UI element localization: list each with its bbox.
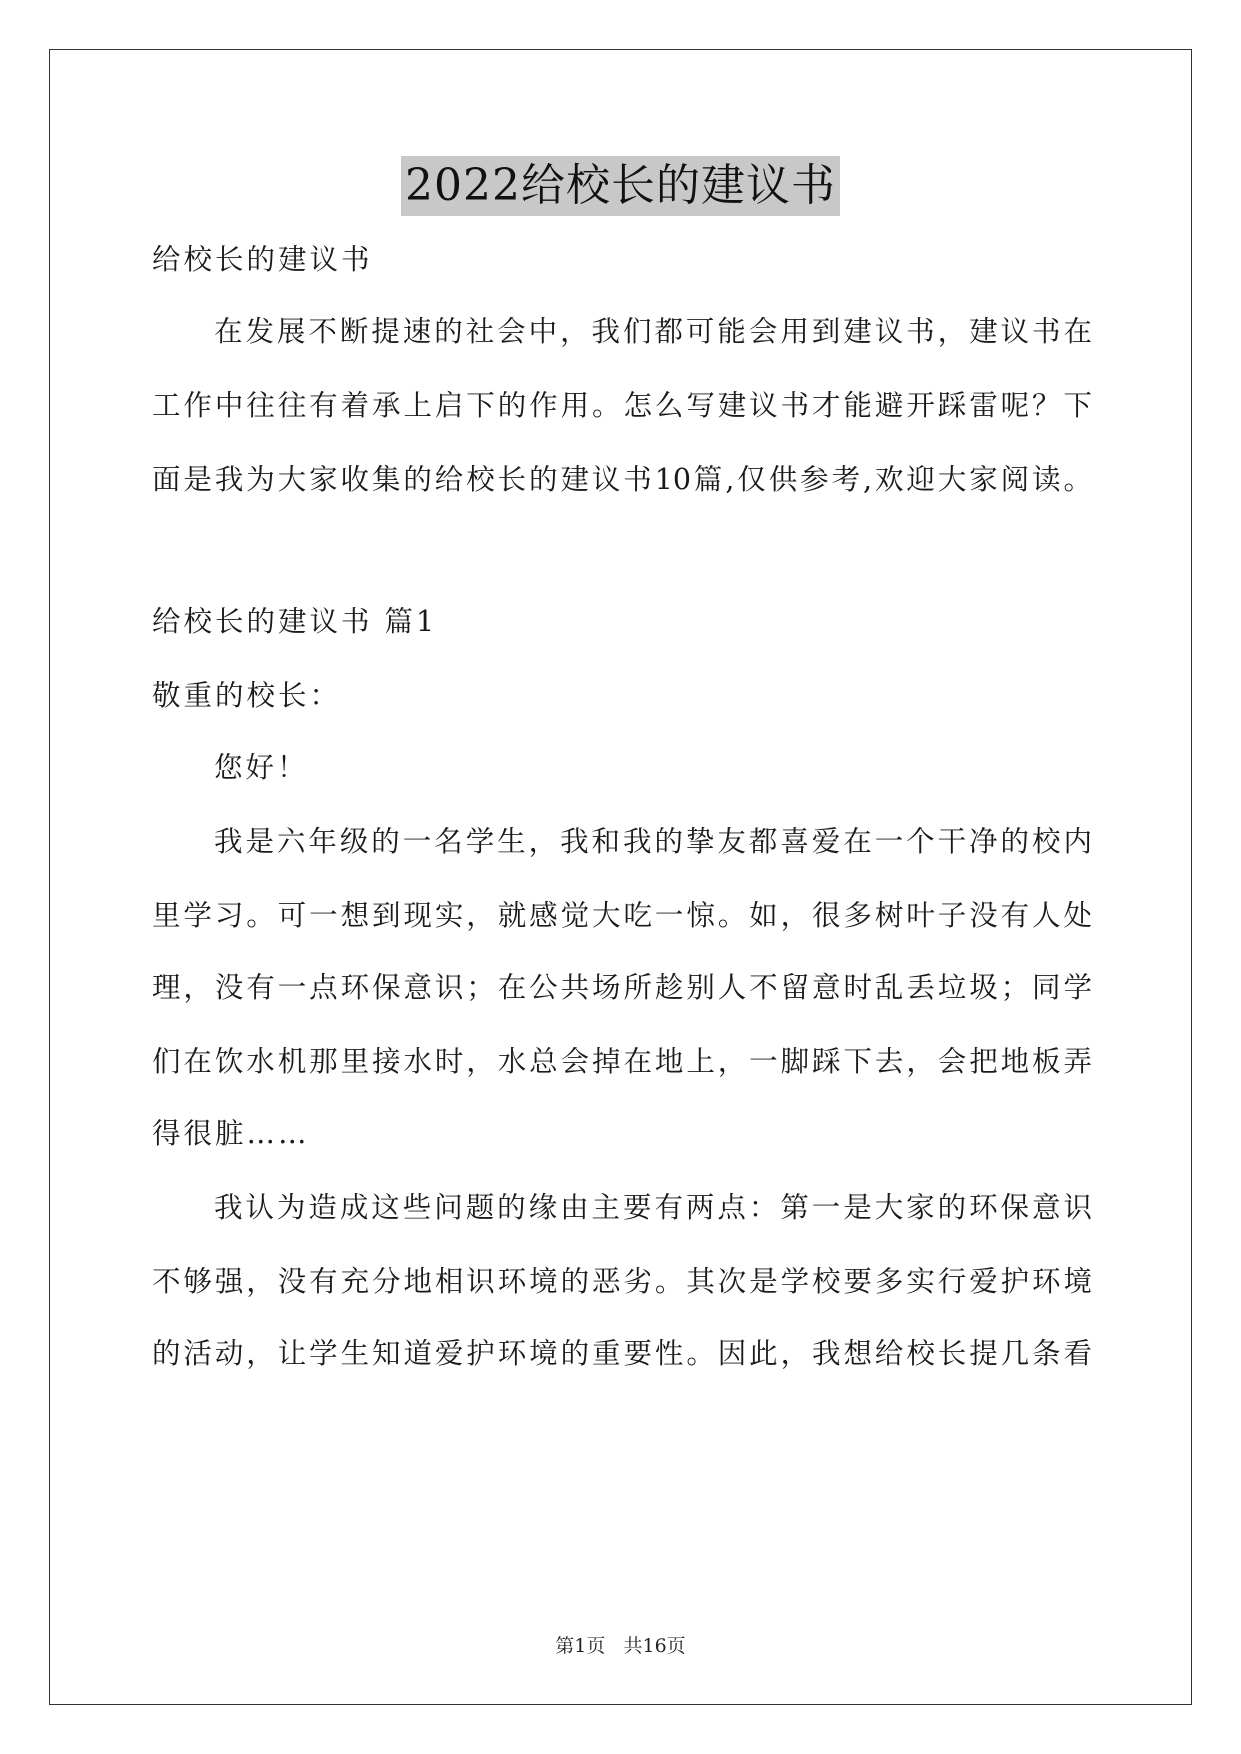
paragraph-line: 不够强，没有充分地相识环境的恶劣。其次是学校要多实行爱护环境 bbox=[152, 1265, 1092, 1298]
paragraph-line: 们在饮水机那里接水时，水总会掉在地上，一脚踩下去，会把地板弄 bbox=[152, 1045, 1092, 1078]
paragraph-line: 的活动，让学生知道爱护环境的重要性。因此，我想给校长提几条看 bbox=[152, 1337, 1092, 1370]
greeting: 您好！ bbox=[214, 751, 309, 784]
paragraph-line: 我认为造成这些问题的缘由主要有两点：第一是大家的环保意识 bbox=[214, 1191, 1092, 1224]
paragraph-line: 里学习。可一想到现实，就感觉大吃一惊。如，很多树叶子没有人处 bbox=[152, 899, 1092, 932]
subtitle-line: 给校长的建议书 bbox=[152, 243, 373, 276]
document-title: 2022给校长的建议书 bbox=[401, 156, 840, 216]
page-number: 第1页 共16页 bbox=[555, 1635, 686, 1657]
salutation: 敬重的校长： bbox=[152, 679, 342, 712]
paragraph-line: 面是我为大家收集的给校长的建议书10篇,仅供参考,欢迎大家阅读。 bbox=[152, 463, 1092, 496]
title-container bbox=[0, 156, 1241, 216]
paragraph-line: 理，没有一点环保意识；在公共场所趁别人不留意时乱丢垃圾；同学 bbox=[152, 971, 1092, 1004]
section-heading: 给校长的建议书 篇1 bbox=[152, 605, 438, 638]
paragraph-line: 我是六年级的一名学生，我和我的挚友都喜爱在一个干净的校内 bbox=[214, 825, 1092, 858]
paragraph-line: 得很脏…… bbox=[152, 1117, 310, 1150]
paragraph-line: 在发展不断提速的社会中，我们都可能会用到建议书，建议书在 bbox=[214, 315, 1092, 348]
page-footer bbox=[0, 1633, 1241, 1659]
page-border bbox=[49, 49, 1192, 1705]
paragraph-line: 工作中往往有着承上启下的作用。怎么写建议书才能避开踩雷呢？下 bbox=[152, 389, 1092, 422]
